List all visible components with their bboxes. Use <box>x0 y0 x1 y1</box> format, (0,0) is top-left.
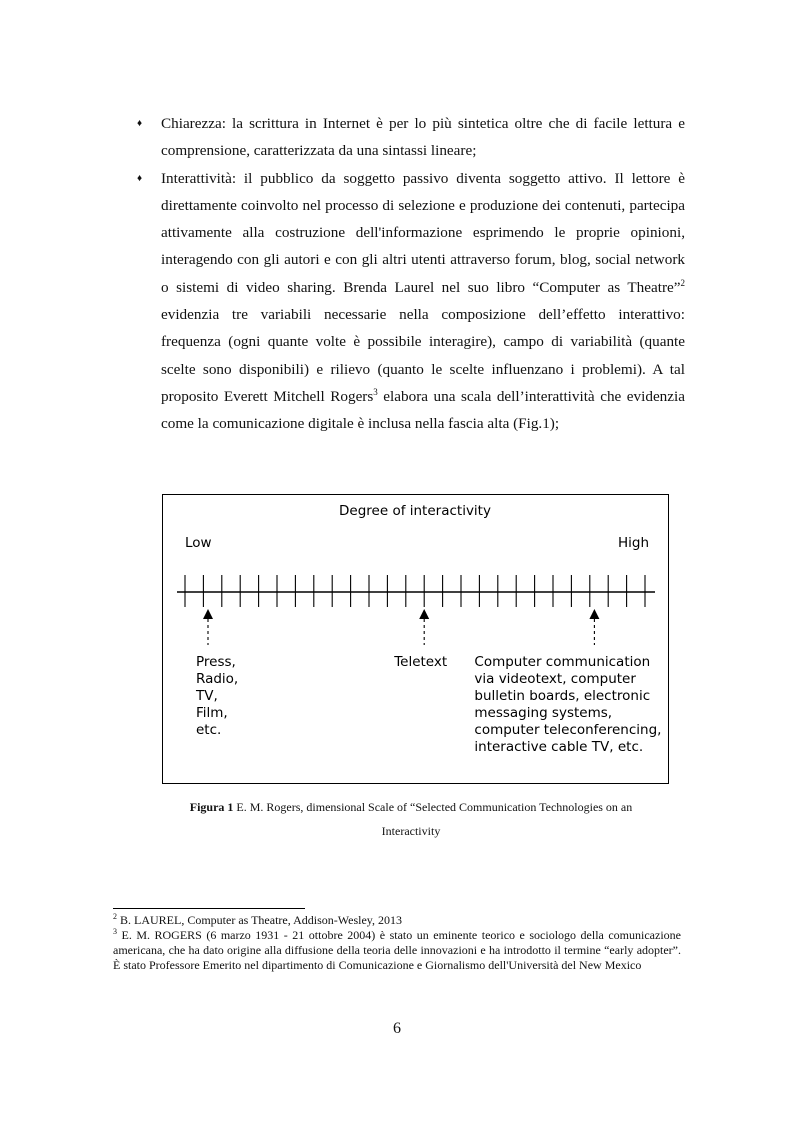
page-number: 6 <box>393 1020 401 1037</box>
footnote-ref[interactable]: 2 <box>680 277 685 288</box>
bullet-text: Chiarezza: la scrittura in Internet è per lo più sintetica oltre che di facile lettura e comprensione, caratterizzata da una sintassi lineare; <box>161 115 685 160</box>
footnote-text: E. M. ROGERS (6 marzo 1931 - 21 ottobre 2004) è stato un eminente teorico e sociologo della comunicazione americana, che ha dato origine alla diffusione della teoria delle innovazioni e ha introdotto il termine “early adopter”. È stato Professore Emerito nel dipartimento di Comunicazione e Giornalismo dell'Università del New Mexico <box>113 928 681 972</box>
marker-label-line: messaging systems, <box>474 705 613 721</box>
footnote-separator <box>113 908 305 909</box>
bullet-text-part: elabora una scala dell’interattività che evidenzia come la comunicazione digitale è inclusa nella fascia alta (Fig.1); <box>161 387 685 433</box>
marker-label <box>474 654 661 755</box>
high-label: High <box>617 535 649 551</box>
bullet-list <box>137 110 685 438</box>
marker-label <box>393 654 447 670</box>
marker-label-line: computer teleconferencing, <box>474 722 662 738</box>
figure-caption <box>137 800 685 815</box>
marker-label-line: Film, <box>196 705 228 721</box>
marker-label-line: interactive cable TV, etc. <box>474 739 644 755</box>
marker-label-line: Press, <box>196 654 236 670</box>
scale-marker <box>195 609 238 738</box>
marker-label-line: Teletext <box>394 654 448 670</box>
figure-title: Degree of interactivity <box>339 503 491 519</box>
scale-ticks <box>185 575 645 607</box>
marker-arrow-icon <box>203 609 213 619</box>
marker-label-line: TV, <box>196 688 218 704</box>
low-label: Low <box>185 535 212 551</box>
diamond-bullet-icon: ♦ <box>137 172 143 184</box>
footnote-ref[interactable]: 3 <box>373 386 378 397</box>
scale-marker <box>393 609 447 670</box>
footnote-number: 2 <box>113 912 117 921</box>
marker-label-line: Computer communication <box>474 654 651 670</box>
caption-label: Figura 1 <box>189 800 234 814</box>
marker-label-line: via videotext, computer <box>474 671 636 687</box>
footnote-number: 3 <box>113 927 117 936</box>
marker-label <box>195 654 238 738</box>
marker-label-line: Radio, <box>196 671 239 687</box>
caption-text: E. M. Rogers, dimensional Scale of “Selected Communication Technologies on an <box>233 800 633 814</box>
marker-arrow-icon <box>419 609 429 619</box>
footnote-3 <box>113 928 681 973</box>
marker-arrow-icon <box>589 609 599 619</box>
diamond-bullet-icon: ♦ <box>137 118 143 129</box>
figure-caption-line2: Interactivity <box>381 824 441 838</box>
bullet-item-interattivita <box>137 165 685 438</box>
bullet-text-part: Interattività: il pubblico da soggetto passivo diventa soggetto attivo. Il lettore è direttamente coinvolto nel processo di selezione e produzione dei contenuti, partecipa attivamente alla costruzione dell'informazione esprimendo le proprie opinioni, interagendo con gli autori e con gli altri utenti attraverso forum, blog, social network o sistemi di video sharing. Brenda Laurel nel suo libro “Computer as Theatre” <box>161 169 685 296</box>
footnote-text: B. LAUREL, Computer as Theatre, Addison-Wesley, 2013 <box>117 913 402 927</box>
bullet-text-part: evidenzia tre variabili necessarie nella composizione dell’effetto interattivo: frequenza (ogni quante volte è possibile interagire), campo di variabilità (quante scelte sono disponibili) e rilievo (quanto le scelte influenzano i problemi). A tal proposito Everett Mitchell Rogers <box>161 306 685 405</box>
marker-label-line: etc. <box>196 722 222 738</box>
bullet-item-chiarezza <box>137 110 685 165</box>
interactivity-scale-diagram <box>163 495 668 783</box>
footnote-2 <box>113 913 681 928</box>
marker-label-line: bulletin boards, electronic <box>474 688 651 704</box>
scale-marker <box>474 609 661 755</box>
interactivity-figure <box>162 494 669 784</box>
footnotes <box>113 913 681 973</box>
scale-markers <box>195 609 661 755</box>
